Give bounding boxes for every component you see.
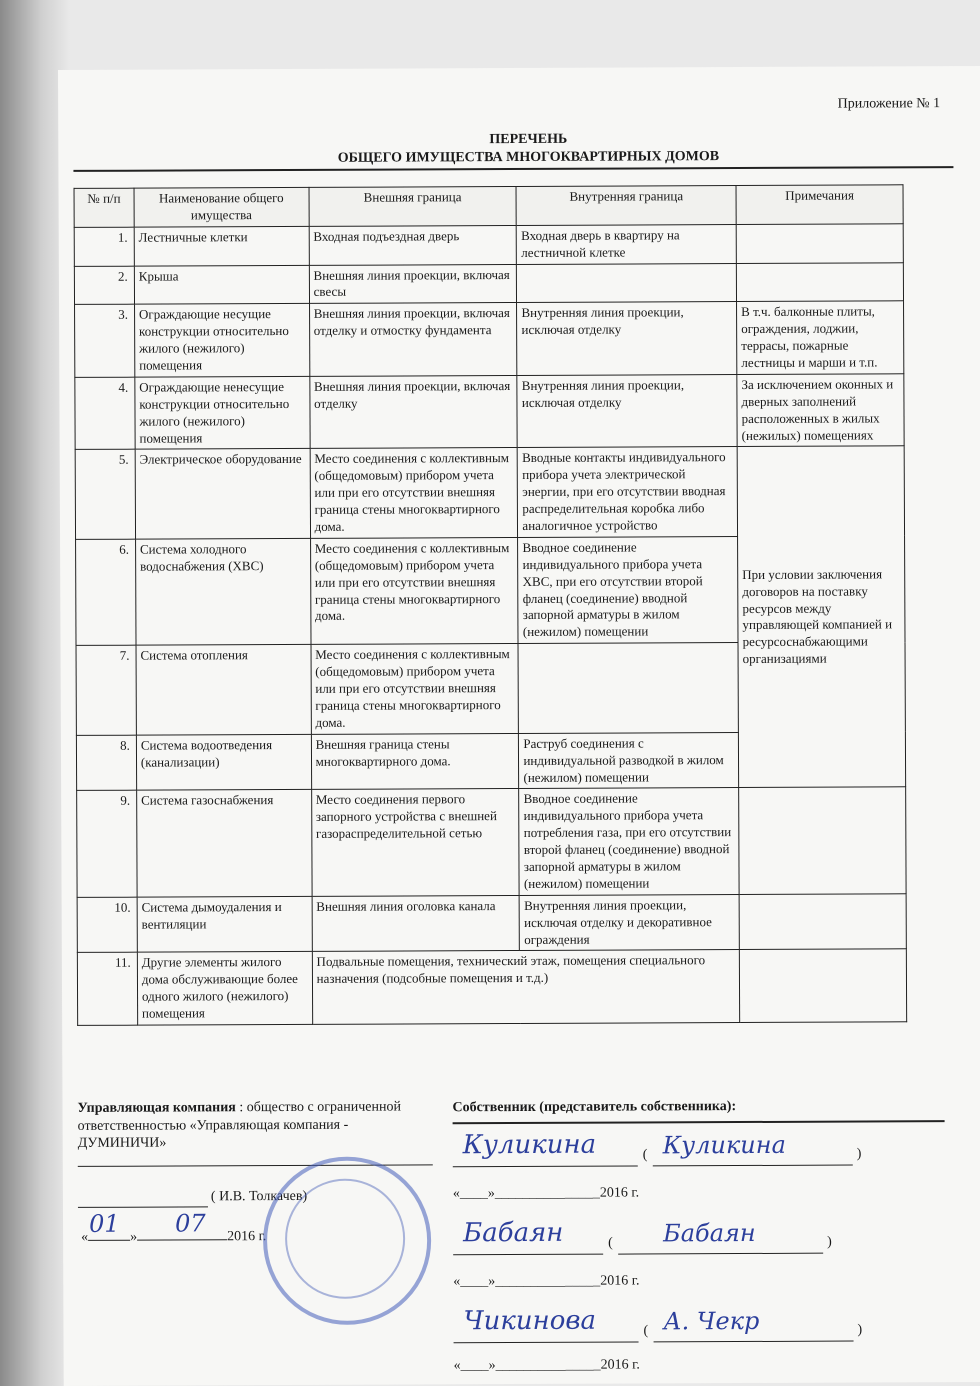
row-outer: Место соединения с коллективным (общедомовым) прибором учета или при его отсутствии внешняя граница стены многоквартирного дома.	[311, 644, 519, 734]
row-inner: Входная дверь в квартиру на лестничной клетке	[517, 224, 737, 264]
row-note: За исключением оконных и дверных заполнений расположенных в жилых (нежилых) помещениях	[737, 374, 904, 447]
row-note	[736, 262, 903, 302]
row-name: Крыша	[134, 265, 309, 305]
row-outer: Внешняя линия оголовка канала	[312, 895, 520, 952]
row-name: Система дымоудаления и вентиляции	[137, 896, 312, 952]
row-name: Система газоснабжения	[137, 790, 312, 897]
row-name: Ограждающие ненесущие конструкции относительно жилого (нежилого) помещения	[135, 376, 310, 449]
owner-sign-line-3	[454, 1341, 639, 1343]
row-num: 4.	[75, 377, 135, 450]
row-num: 9.	[77, 791, 137, 898]
row-note	[739, 949, 906, 1022]
company-stamp	[263, 1156, 432, 1325]
row-name: Система отопления	[136, 645, 311, 735]
row-inner: Вводное соединение индивидуального прибора учета потребления газа, при его отсутствии второй фланец (соединение) вводной запорной арматуры в жилом (нежилом) помещении	[519, 788, 739, 895]
handwritten-month: 07	[174, 1209, 206, 1238]
owner-paren-open-1: (	[642, 1147, 648, 1163]
row-inner: Внутренняя линия проекции, исключая отделку	[517, 302, 737, 376]
date-close-quote: »	[130, 1229, 138, 1245]
table-row	[77, 949, 906, 1025]
row-inner: Вводные контакты индивидуального прибора учета электрической энергии, при его отсутствии вводная распределительная коробка либо аналогичное устройство	[518, 447, 738, 537]
row-note: В т.ч. балконные плиты, ограждения, лоджии, террасы, пожарные лестницы и марши и т.п.	[737, 301, 904, 374]
row-name: Электрическое оборудование	[135, 449, 310, 539]
owner-signature-2: Бабаян	[463, 1217, 564, 1249]
row-outer: Место соединения с коллективным (общедомовым) прибором учета или при его отсутствии внешняя граница стены многоквартирного дома.	[310, 537, 518, 644]
director-name: ( И.В. Толкачев)	[210, 1188, 308, 1205]
date-open-quote: «	[81, 1229, 89, 1245]
owner-date-1	[453, 1185, 639, 1202]
row-inner: Внутренняя линия проекции, исключая отделку	[517, 374, 737, 448]
row-num: 5.	[75, 450, 135, 540]
table-row	[74, 262, 903, 304]
row-num: 10.	[77, 897, 137, 953]
owner-date-2	[453, 1273, 639, 1290]
left-date-year: 2016 г.	[227, 1229, 267, 1245]
header-outer: Внешняя граница	[309, 187, 517, 227]
owner-rule	[453, 1120, 945, 1124]
row-inner	[517, 263, 737, 303]
row-name: Другие элементы жилого дома обслуживающие более одного жилого (нежилого) помещения	[137, 952, 312, 1025]
row-outer: Внешняя линия проекции, включая отделку	[309, 375, 517, 448]
owner-paren-open-3: (	[643, 1323, 649, 1339]
owner-signature-1: Куликина	[462, 1129, 597, 1161]
date-blank: «____»_______________	[453, 1357, 601, 1374]
table-row	[75, 446, 904, 539]
merged-note: При условии заключения договоров на поставку ресурсов между управляющей компанией и ресурсоснабжающими организациями	[737, 446, 905, 788]
row-name: Система холодного водоснабжения (ХВС)	[135, 538, 310, 645]
owner-name-line-1	[653, 1165, 853, 1167]
row-inner: Раструб соединения с индивидуальной разводкой в жилом (нежилом) помещении	[519, 732, 739, 789]
row-outer: Подвальные помещения, технический этаж, помещения специального назначения (подсобные помещения и т.д.)	[312, 950, 740, 1024]
row-num: 8.	[76, 735, 136, 791]
date-blank: «____»_______________	[452, 1185, 600, 1202]
appendix-label: Приложение № 1	[837, 96, 941, 112]
row-outer: Внешняя линия проекции, включая свесы	[309, 264, 517, 304]
owner-paren-open-2: (	[608, 1235, 613, 1251]
row-outer: Внешняя граница стены многоквартирного дома.	[311, 733, 519, 790]
owner-name-1: Куликина	[662, 1130, 786, 1160]
owner-name-3: А. Чекр	[663, 1306, 760, 1336]
table-row	[75, 374, 904, 450]
owner-sign-line-2	[453, 1254, 603, 1256]
table-row	[77, 787, 906, 897]
row-outer: Место соединения первого запорного устройства с внешней газораспределительной сетью	[311, 789, 519, 896]
row-name: Ограждающие несущие конструкции относительно жилого (нежилого) помещения	[134, 304, 309, 377]
table-row	[75, 301, 904, 377]
row-inner: Вводное соединение индивидуального прибора учета ХВС, при его отсутствии второй фланец (соединение) вводной запорной арматуры в жилом (нежилом) помещении	[518, 536, 738, 643]
table-row	[74, 224, 903, 266]
row-num: 6.	[76, 539, 136, 646]
row-name: Система водоотведения (канализации)	[136, 734, 311, 790]
header-name: Наименование общего имущества	[134, 187, 309, 227]
table-header-row	[74, 185, 903, 227]
owner-label-text: Собственник (представитель собственника):	[452, 1099, 737, 1116]
row-note	[739, 894, 906, 950]
management-company-label: Управляющая компания	[77, 1100, 236, 1116]
row-num: 3.	[75, 305, 135, 378]
row-num: 2.	[74, 266, 134, 305]
row-num: 1.	[74, 227, 134, 266]
date-blank: «____»_______________	[453, 1273, 601, 1290]
owner-name-line-2	[618, 1253, 823, 1255]
owner-date-3	[454, 1357, 640, 1374]
handwritten-day: 01	[88, 1209, 120, 1238]
row-outer: Входная подъездная дверь	[309, 225, 517, 265]
management-company-text: : общество с ограниченной ответственностью «Управляющая компания - ДУМИНИЧИ»	[77, 1099, 401, 1151]
row-num: 7.	[76, 645, 136, 735]
document-subtitle: ОБЩЕГО ИМУЩЕСТВА МНОГОКВАРТИРНЫХ ДОМОВ	[337, 149, 720, 166]
header-num: № п/п	[74, 188, 134, 227]
owner-sign-line-1	[453, 1165, 638, 1167]
date-year: 2016 г.	[600, 1273, 640, 1289]
document-sheet	[58, 66, 980, 1386]
owner-signature-3: Чикинова	[463, 1305, 597, 1337]
signature-line	[78, 1206, 208, 1208]
table-row	[77, 894, 906, 953]
document-title: ПЕРЕЧЕНЬ	[489, 131, 568, 148]
row-outer: Место соединения с коллективным (общедомовым) прибором учета или при его отсутствии внешняя граница стены многоквартирного дома.	[310, 448, 518, 538]
row-name: Лестничные клетки	[134, 226, 309, 266]
row-inner: Внутренняя линия проекции, исключая отделку и декоративное ограждения	[520, 894, 740, 951]
row-outer: Внешняя линия проекции, включая отделку и отмостку фундамента	[309, 303, 517, 376]
header-inner: Внутренняя граница	[516, 186, 736, 226]
row-num: 11.	[77, 953, 137, 1026]
management-company-block	[77, 1098, 427, 1152]
date-year: 2016 г.	[600, 1357, 640, 1373]
header-notes: Примечания	[736, 185, 903, 225]
owner-paren-close-1: )	[856, 1146, 862, 1162]
owner-name-2: Бабаян	[663, 1218, 756, 1248]
owner-paren-close-2: )	[827, 1234, 832, 1250]
row-note	[736, 224, 903, 264]
date-year: 2016 г.	[599, 1185, 640, 1201]
owner-label	[452, 1099, 736, 1116]
month-blank	[137, 1239, 227, 1240]
day-blank	[88, 1240, 130, 1241]
row-inner	[518, 643, 738, 733]
owner-paren-close-3: )	[857, 1322, 863, 1338]
owner-name-line-3	[654, 1341, 854, 1343]
row-note	[739, 787, 906, 894]
property-table	[74, 184, 908, 1026]
